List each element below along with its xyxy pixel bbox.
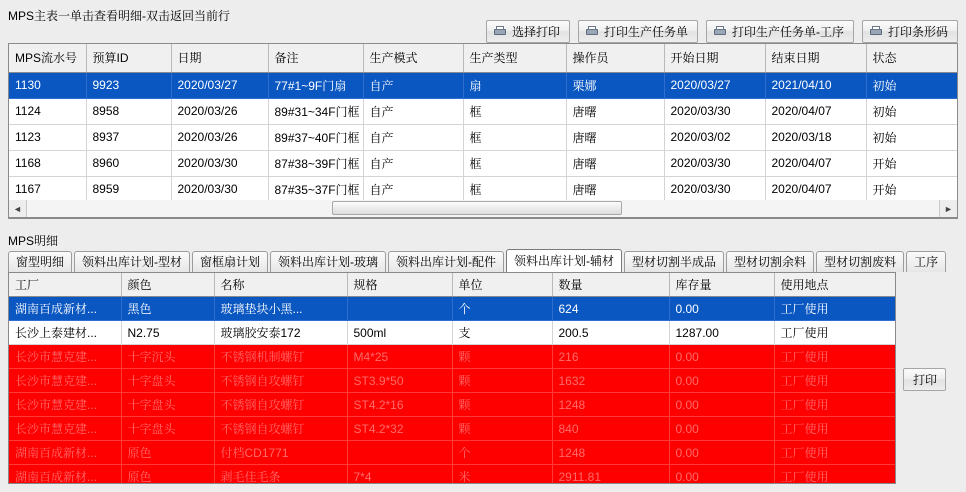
cell: 框 [463, 150, 566, 176]
cell: 自产 [363, 98, 463, 124]
cell: 624 [552, 297, 669, 321]
cell: 自产 [363, 124, 463, 150]
cell: 十字盘头 [121, 417, 214, 441]
cell: 自产 [363, 176, 463, 202]
cell: 1168 [9, 150, 86, 176]
cell: 1124 [9, 98, 86, 124]
cell: 长沙市慧克建... [9, 345, 121, 369]
cell [347, 441, 452, 465]
cell: 2020/03/02 [664, 124, 765, 150]
tab-profile-cut-semifinished[interactable]: 型材切割半成品 [624, 251, 724, 272]
cell: 2020/03/26 [171, 98, 268, 124]
cell: 89#37~40F门框 [268, 124, 363, 150]
table-row[interactable] [9, 417, 895, 441]
cell: 湖南百成新材... [9, 297, 121, 321]
column-header[interactable]: 生产模式 [363, 44, 463, 72]
cell: 工厂使用 [774, 321, 895, 345]
cell: 2020/04/07 [765, 98, 866, 124]
cell: 工厂使用 [774, 465, 895, 485]
cell: 2020/03/30 [664, 98, 765, 124]
column-header[interactable]: 开始日期 [664, 44, 765, 72]
printer-icon [713, 26, 727, 38]
column-header[interactable]: 使用地点 [774, 273, 895, 297]
cell: 1632 [552, 369, 669, 393]
cell: 湖南百成新材... [9, 441, 121, 465]
detail-table [9, 273, 896, 484]
page-title: MPS主表一单击查看明细-双击返回当前行 [8, 9, 231, 23]
tab-window-detail[interactable]: 窗型明细 [8, 251, 72, 272]
cell: 2020/03/27 [171, 72, 268, 98]
cell: 剥毛佳毛条 [214, 465, 347, 485]
cell: 2020/03/26 [171, 124, 268, 150]
cell: 支 [452, 321, 552, 345]
column-header[interactable]: 名称 [214, 273, 347, 297]
print-barcode-label: 打印条形码 [887, 25, 948, 39]
cell: ST4.2*16 [347, 393, 452, 417]
cell: 黑色 [121, 297, 214, 321]
print-barcode-button[interactable] [862, 20, 958, 43]
cell: 工厂使用 [774, 417, 895, 441]
table-row[interactable] [9, 393, 895, 417]
cell: 0.00 [669, 441, 774, 465]
detail-tabs [8, 250, 958, 272]
column-header[interactable]: 颜色 [121, 273, 214, 297]
print-production-task-button[interactable] [578, 20, 698, 43]
cell: 500ml [347, 321, 452, 345]
print-production-task-label: 打印生产任务单 [603, 25, 688, 39]
select-print-button[interactable] [486, 20, 570, 43]
column-header[interactable]: 状态 [866, 44, 957, 72]
table-row[interactable] [9, 150, 957, 176]
tab-frame-sash-plan[interactable]: 窗框扇计划 [192, 251, 268, 272]
cell: 2020/03/30 [664, 176, 765, 202]
column-header[interactable]: 库存量 [669, 273, 774, 297]
cell: 1248 [552, 441, 669, 465]
mps-master-grid[interactable] [8, 43, 958, 219]
table-row[interactable] [9, 465, 895, 485]
cell: 77#1~9F门扇 [268, 72, 363, 98]
cell: 颗 [452, 345, 552, 369]
cell: 2021/04/10 [765, 72, 866, 98]
cell: 颗 [452, 369, 552, 393]
cell: 湖南百成新材... [9, 465, 121, 485]
mps-table [9, 44, 958, 203]
cell: 2911.81 [552, 465, 669, 485]
cell: 付档CD1771 [214, 441, 347, 465]
tab-material-plan-accessory[interactable]: 领料出库计划-配件 [388, 251, 504, 272]
cell: 框 [463, 124, 566, 150]
print-production-task-process-label: 打印生产任务单-工序 [731, 25, 844, 39]
cell: 2020/03/30 [171, 150, 268, 176]
table-row[interactable] [9, 345, 895, 369]
detail-section-title: MPS明细 [8, 234, 59, 248]
detail-print-label: 打印 [913, 373, 938, 387]
printer-icon [585, 26, 599, 38]
cell: 7*4 [347, 465, 452, 485]
cell: 初始 [866, 98, 957, 124]
scrollbar-track[interactable] [27, 200, 939, 217]
cell: 216 [552, 345, 669, 369]
cell: 0.00 [669, 369, 774, 393]
cell: 0.00 [669, 465, 774, 485]
cell: 2020/03/30 [171, 176, 268, 202]
cell: 自产 [363, 150, 463, 176]
cell: 1287.00 [669, 321, 774, 345]
column-header[interactable]: 数量 [552, 273, 669, 297]
cell: 8937 [86, 124, 171, 150]
tab-process[interactable]: 工序 [906, 251, 946, 272]
tab-profile-cut-remnant[interactable]: 型材切割余料 [726, 251, 814, 272]
cell: 原色 [121, 441, 214, 465]
cell: 2020/03/30 [664, 150, 765, 176]
cell: 不锈钢自攻螺钉 [214, 417, 347, 441]
table-row[interactable] [9, 176, 957, 202]
tab-profile-cut-scrap[interactable]: 型材切割废料 [816, 251, 904, 272]
cell: 2020/03/27 [664, 72, 765, 98]
cell: 1123 [9, 124, 86, 150]
cell: 9923 [86, 72, 171, 98]
cell: 颗 [452, 417, 552, 441]
cell: 0.00 [669, 393, 774, 417]
table-row[interactable] [9, 441, 895, 465]
cell: 颗 [452, 393, 552, 417]
mps-header-row [9, 44, 957, 72]
cell: 长沙市慧克建... [9, 417, 121, 441]
tab-material-plan-auxiliary[interactable]: 领料出库计划-辅材 [506, 249, 622, 272]
printer-icon [869, 26, 883, 38]
cell: 十字沉头 [121, 345, 214, 369]
cell: 87#38~39F门框 [268, 150, 363, 176]
cell: 87#35~37F门框 [268, 176, 363, 202]
cell: 唐曙 [566, 124, 664, 150]
mps-horizontal-scrollbar[interactable] [8, 200, 958, 218]
column-header[interactable]: 操作员 [566, 44, 664, 72]
cell: 1130 [9, 72, 86, 98]
cell: 不锈钢自攻螺钉 [214, 393, 347, 417]
cell: ST3.9*50 [347, 369, 452, 393]
select-print-label: 选择打印 [511, 25, 560, 39]
cell: 8960 [86, 150, 171, 176]
printer-icon [493, 26, 507, 38]
cell: N2.75 [121, 321, 214, 345]
cell: 框 [463, 98, 566, 124]
cell: 长沙市慧克建... [9, 369, 121, 393]
cell: M4*25 [347, 345, 452, 369]
cell: 2020/04/07 [765, 150, 866, 176]
cell: 初始 [866, 124, 957, 150]
cell: 工厂使用 [774, 297, 895, 321]
toolbar [486, 20, 958, 43]
cell: 长沙上泰建材... [9, 321, 121, 345]
column-header[interactable]: 工厂 [9, 273, 121, 297]
table-row[interactable] [9, 369, 895, 393]
cell: 不锈钢机制螺钉 [214, 345, 347, 369]
cell: 工厂使用 [774, 345, 895, 369]
cell: 1167 [9, 176, 86, 202]
cell: 自产 [363, 72, 463, 98]
scroll-left-arrow-icon[interactable]: ◄ [9, 200, 27, 217]
cell: 原色 [121, 465, 214, 485]
cell: 1248 [552, 393, 669, 417]
column-header[interactable]: 备注 [268, 44, 363, 72]
column-header[interactable]: 规格 [347, 273, 452, 297]
cell: 8958 [86, 98, 171, 124]
column-header[interactable]: 单位 [452, 273, 552, 297]
cell: 栗娜 [566, 72, 664, 98]
cell: 0.00 [669, 345, 774, 369]
cell: 2020/04/07 [765, 176, 866, 202]
cell: 十字盘头 [121, 393, 214, 417]
detail-print-button[interactable] [903, 368, 946, 391]
cell: 工厂使用 [774, 441, 895, 465]
cell: 玻璃胶安泰172 [214, 321, 347, 345]
column-header[interactable]: 生产类型 [463, 44, 566, 72]
cell: ST4.2*32 [347, 417, 452, 441]
scrollbar-thumb[interactable] [332, 201, 622, 215]
cell: 玻璃垫块小黑... [214, 297, 347, 321]
cell: 长沙市慧克建... [9, 393, 121, 417]
column-header[interactable]: 预算ID [86, 44, 171, 72]
cell: 唐曙 [566, 150, 664, 176]
detail-header-row [9, 273, 895, 297]
cell: 2020/03/18 [765, 124, 866, 150]
cell: 不锈钢自攻螺钉 [214, 369, 347, 393]
cell: 唐曙 [566, 98, 664, 124]
cell: 初始 [866, 72, 957, 98]
cell: 89#31~34F门框 [268, 98, 363, 124]
table-row[interactable] [9, 72, 957, 98]
print-production-task-process-button[interactable] [706, 20, 854, 43]
cell: 0.00 [669, 417, 774, 441]
detail-grid[interactable] [8, 272, 896, 484]
table-row[interactable] [9, 321, 895, 345]
cell: 个 [452, 441, 552, 465]
column-header[interactable]: 日期 [171, 44, 268, 72]
cell: 十字盘头 [121, 369, 214, 393]
cell: 框 [463, 176, 566, 202]
cell [347, 297, 452, 321]
cell: 840 [552, 417, 669, 441]
cell: 个 [452, 297, 552, 321]
cell: 米 [452, 465, 552, 485]
table-row[interactable] [9, 124, 957, 150]
cell: 0.00 [669, 297, 774, 321]
cell: 扇 [463, 72, 566, 98]
column-header[interactable]: 结束日期 [765, 44, 866, 72]
cell: 8959 [86, 176, 171, 202]
scroll-right-arrow-icon[interactable]: ► [939, 200, 957, 217]
tab-material-plan-profile[interactable]: 领料出库计划-型材 [74, 251, 190, 272]
cell: 唐曙 [566, 176, 664, 202]
cell: 工厂使用 [774, 393, 895, 417]
cell: 200.5 [552, 321, 669, 345]
cell: 工厂使用 [774, 369, 895, 393]
cell: 开始 [866, 176, 957, 202]
cell: 开始 [866, 150, 957, 176]
column-header[interactable]: MPS流水号 [9, 44, 86, 72]
table-row[interactable] [9, 297, 895, 321]
tab-material-plan-glass[interactable]: 领料出库计划-玻璃 [270, 251, 386, 272]
table-row[interactable] [9, 98, 957, 124]
